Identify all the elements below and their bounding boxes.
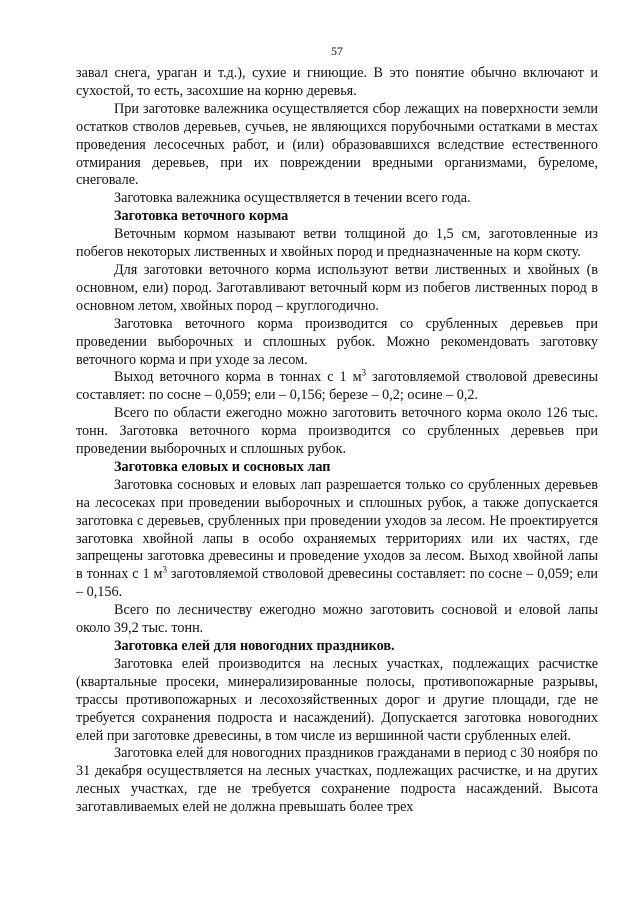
- heading-new-year-trees: Заготовка елей для новогодних праздников.: [114, 638, 395, 654]
- cubic-superscript: 3: [361, 367, 367, 378]
- paragraph-conifer-paws-total: Всего по лесничеству ежегодно можно заготовить сосновой и еловой лапы около 39,2 тыс. тонн.: [76, 602, 598, 637]
- paragraph-conifer-paws-rules: [76, 477, 598, 602]
- paragraph-branch-fodder-source: Заготовка веточного корма производится со срубленных деревьев при проведении выборочных и сплошных рубок. Можно рекомендовать заготовку веточного корма и при уходе за лесом.: [76, 315, 598, 368]
- cubic-superscript: 3: [162, 564, 167, 575]
- paragraph-new-year-trees-period: Заготовка елей для новогодних праздников гражданами в период с 30 ноября по 31 декабря осуществляется на лесных участках, подлежащих расчистке, и на других лесных участках, где не требуется сохранение подроста насаждений. Высота заготавливаемых елей не должна превышать более трех: [76, 745, 598, 816]
- heading-conifer-paws: Заготовка еловых и сосновых лап: [114, 458, 331, 475]
- paragraph-deadwood-season: Заготовка валежника осуществляется в течении всего года.: [114, 190, 471, 207]
- yield-text-end: заготовляемой стволовой древесины составляет: по сосне – 0,059; ели – 0,156; березе – 0,2; осине – 0,2.: [76, 369, 598, 404]
- yield-text-start: Выход веточного корма в тоннах с 1 м: [114, 369, 362, 386]
- page-number: 57: [331, 44, 343, 58]
- paragraph-deadwood-collection: При заготовке валежника осуществляется сбор лежащих на поверхности земли остатков стволов деревьев, сучьев, не являющихся порубочными остатками в местах проведения лесосечных работ, и (или) образовавшихся вследствие естественного отмирания деревьев, при их повреждении вредными организмами, буреломе, снеговале.: [76, 100, 598, 189]
- paws-text-start: Заготовка сосновых и еловых лап разрешается только со срубленных деревьев на лесосеках при проведении выборочных и сплошных рубок, а также допускается заготовка с деревьев, срубленных при проведении уходов за лесом. Не проектируется заготовка хвойной лапы в особо охраняемых территориях или их частях, где запрещены заготовка древесины и проведение уходов за лесом. Выход хвойной лапы в тоннах с 1 м: [76, 476, 598, 583]
- paragraph-branch-fodder-definition: Веточным кормом называют ветви толщиной до 1,5 см, заготовленные из побегов некоторых лиственных и хвойных пород и предназначенные на корм скоту.: [76, 226, 598, 261]
- paragraph-branch-fodder-total: Всего по области ежегодно можно заготовить веточного корма около 126 тыс. тонн. Заготовка веточного корма производится со срубленных деревьев при проведении выборочных и сплошных рубок.: [76, 405, 598, 458]
- paragraph-new-year-trees-areas: Заготовка елей производится на лесных участках, подлежащих расчистке (квартальные просеки, минерализированные полосы, противопожарные разрывы, трассы противопожарных и лесохозяйственных дорог и другие площади, где не требуется сохранения подроста и насаждений). Допускается заготовка новогодних елей при заготовке древесины, в том числе из вершинной части срубленных елей.: [76, 655, 598, 744]
- paws-text-end: заготовляемой стволовой древесины составляет: по сосне – 0,059; ели – 0,156.: [76, 566, 598, 601]
- paragraph-branch-fodder-species: Для заготовки веточного корма используют ветви лиственных и хвойных (в основном, ели) пород. Заготавливают веточный корм из побегов лиственных пород в основном летом, хвойных пород – круглогодично.: [76, 261, 598, 314]
- paragraph-branch-fodder-yield: [76, 369, 598, 405]
- heading-branch-fodder: Заготовка веточного корма: [114, 208, 289, 225]
- paragraph-deadwood-definition: завал снега, ураган и т.д.), сухие и гниющие. В это понятие обычно включают и сухостой, то есть, засохшие на корню деревья.: [76, 65, 598, 99]
